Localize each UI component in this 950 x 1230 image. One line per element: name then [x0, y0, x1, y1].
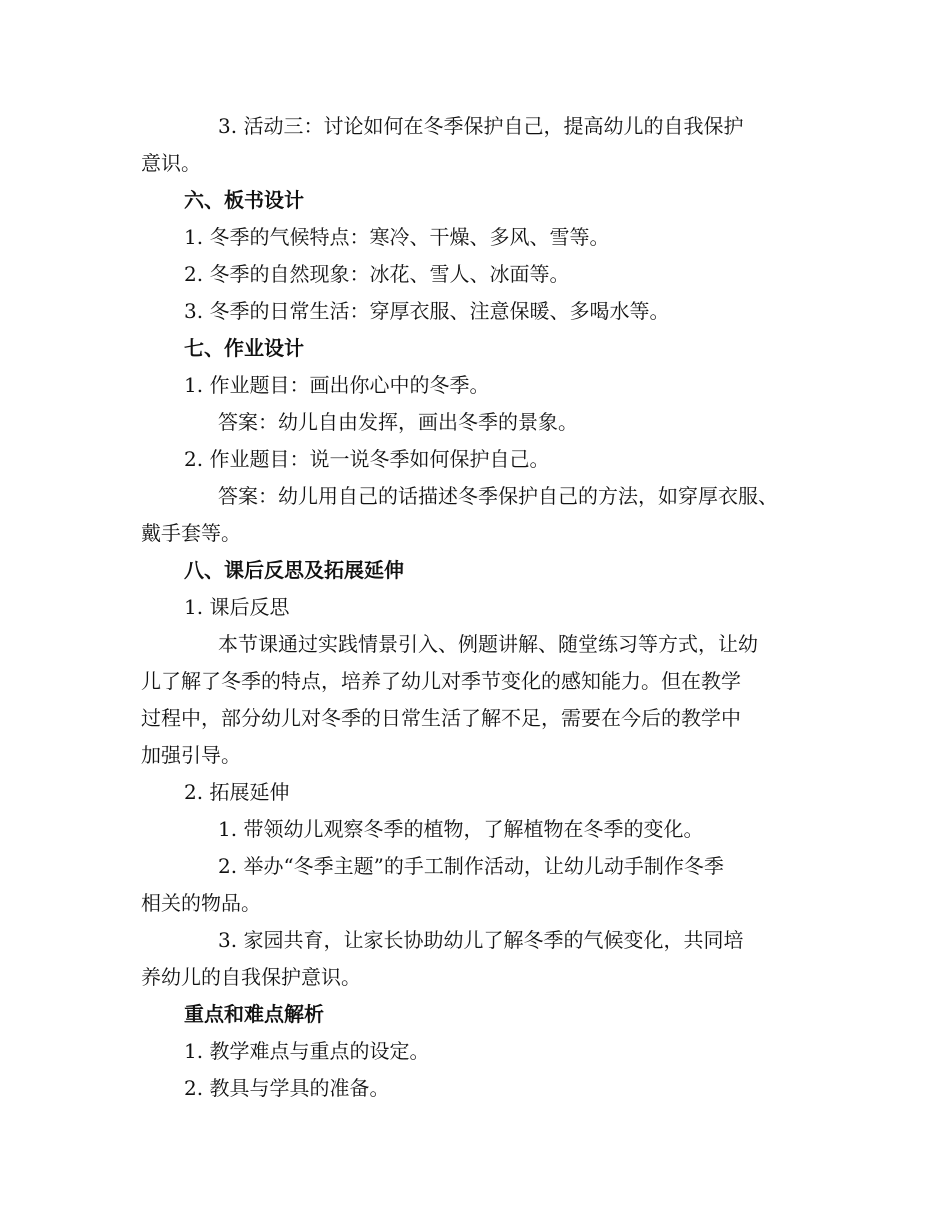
paragraph-line: 戴手套等。 — [141, 521, 241, 545]
paragraph-line: 儿了解了冬季的特点，培养了幼儿对季节变化的感知能力。但在教学 — [141, 669, 741, 693]
paragraph-line: 过程中，部分幼儿对冬季的日常生活了解不足，需要在今后的教学中 — [141, 706, 741, 730]
list-item: 1. 带领幼儿观察冬季的植物，了解植物在冬季的变化。 — [218, 817, 704, 841]
list-item: 2. 作业题目：说一说冬季如何保护自己。 — [184, 447, 550, 471]
list-item: 3. 家园共育，让家长协助幼儿了解冬季的气候变化，共同培 — [218, 928, 744, 952]
list-item: 2. 冬季的自然现象：冰花、雪人、冰面等。 — [184, 262, 570, 286]
answer-line: 答案：幼儿用自己的话描述冬季保护自己的方法，如穿厚衣服、 — [218, 484, 778, 508]
list-item: 1. 作业题目：画出你心中的冬季。 — [184, 373, 490, 397]
list-item: 1. 课后反思 — [184, 595, 290, 619]
list-item: 1. 冬季的气候特点：寒冷、干燥、多风、雪等。 — [184, 225, 610, 249]
list-item: 2. 举办“冬季主题”的手工制作活动，让幼儿动手制作冬季 — [218, 854, 724, 878]
list-item-activity-3: 3. 活动三：讨论如何在冬季保护自己，提高幼儿的自我保护 — [218, 114, 744, 138]
paragraph-line: 加强引导。 — [141, 743, 241, 767]
paragraph-line: 相关的物品。 — [141, 891, 261, 915]
list-item: 3. 冬季的日常生活：穿厚衣服、注意保暖、多喝水等。 — [184, 299, 670, 323]
section-heading-board-design: 六、板书设计 — [184, 188, 304, 212]
section-heading-key-points: 重点和难点解析 — [184, 1002, 324, 1026]
paragraph-line: 养幼儿的自我保护意识。 — [141, 965, 361, 989]
paragraph-line: 本节课通过实践情景引入、例题讲解、随堂练习等方式，让幼 — [218, 632, 758, 656]
paragraph-line: 意识。 — [141, 151, 201, 175]
section-heading-reflection: 八、课后反思及拓展延伸 — [184, 558, 404, 582]
list-item: 1. 教学难点与重点的设定。 — [184, 1039, 430, 1063]
section-heading-homework: 七、作业设计 — [184, 336, 304, 360]
answer-line: 答案：幼儿自由发挥，画出冬季的景象。 — [218, 410, 578, 434]
list-item: 2. 教具与学具的准备。 — [184, 1076, 390, 1100]
list-item: 2. 拓展延伸 — [184, 780, 290, 804]
